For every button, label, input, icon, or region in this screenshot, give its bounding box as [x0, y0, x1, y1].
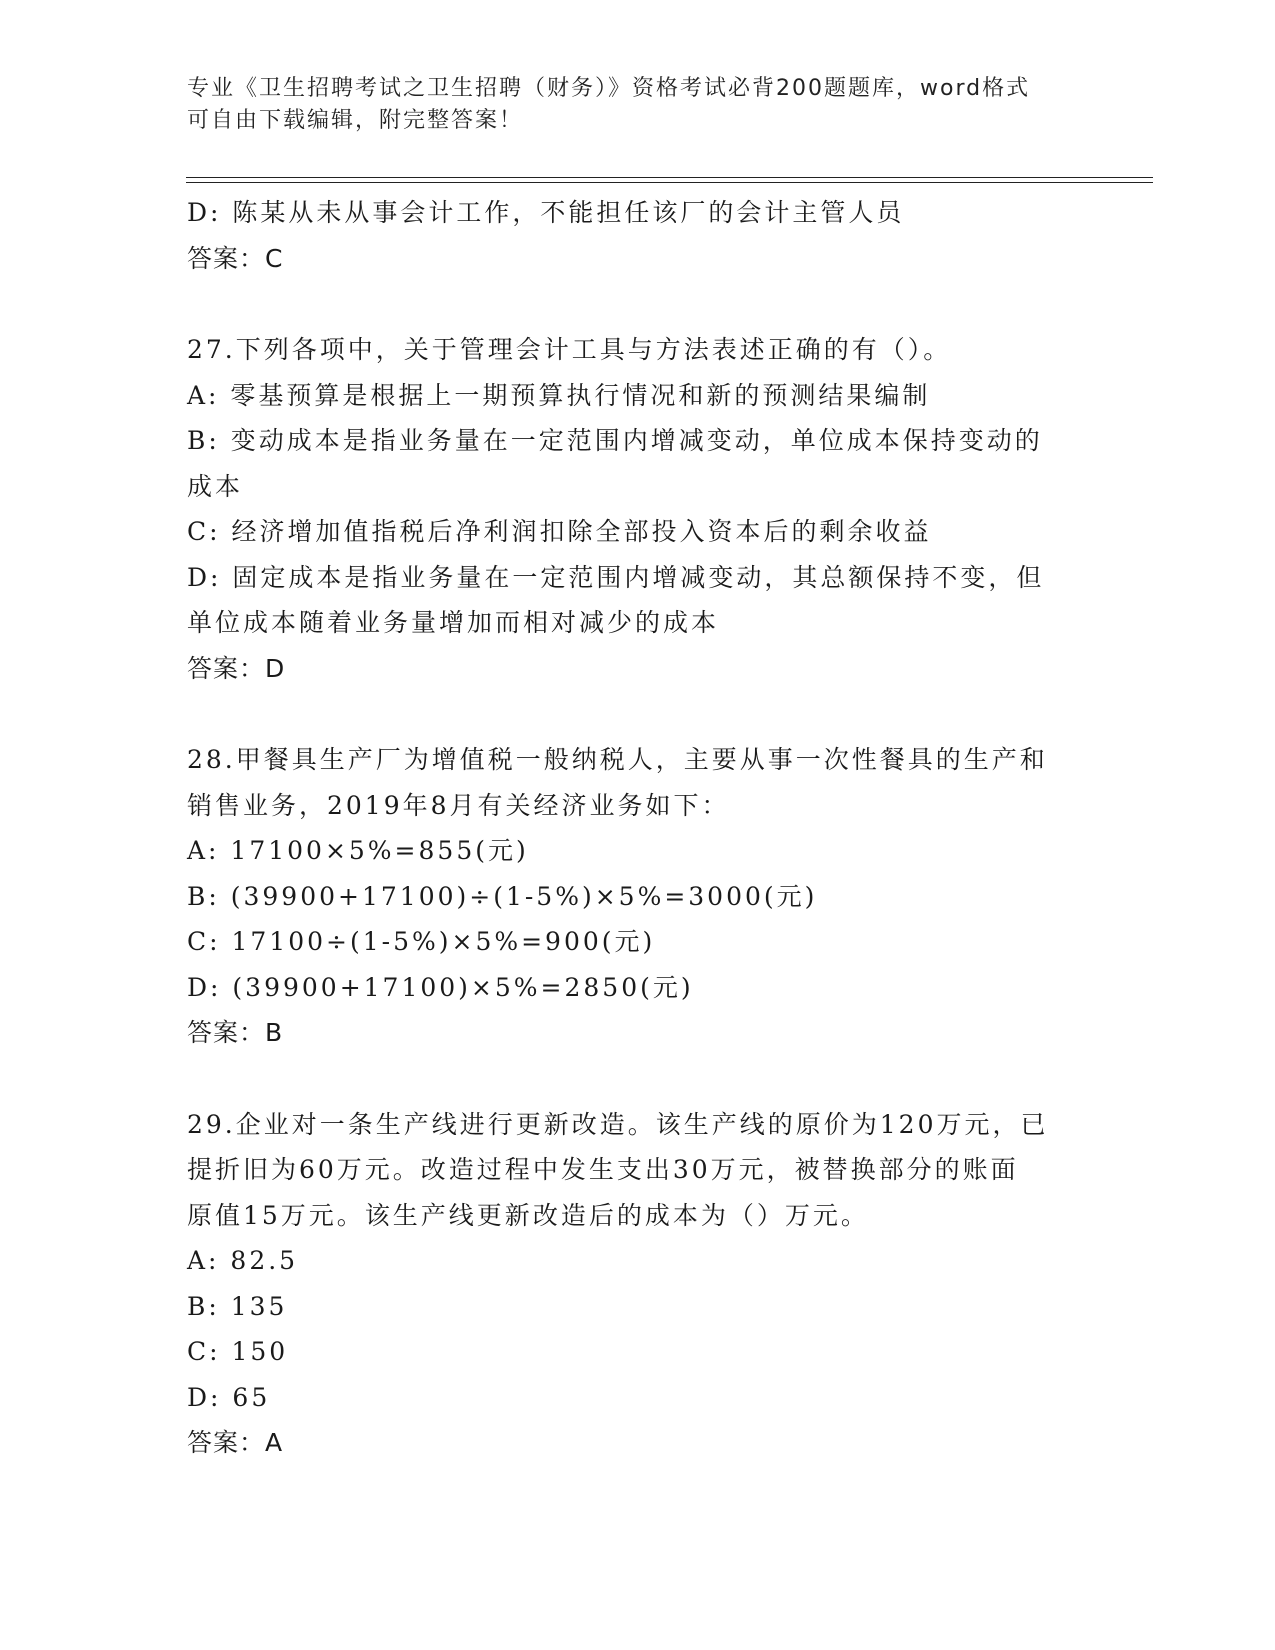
- option-b-line-1: B: 变动成本是指业务量在一定范围内增减变动，单位成本保持变动的: [187, 426, 1043, 455]
- question-26-tail: [187, 190, 1077, 281]
- question-text-line-1: 28.甲餐具生产厂为增值税一般纳税人，主要从事一次性餐具的生产和: [187, 745, 1048, 774]
- answer: 答案：A: [187, 1428, 284, 1457]
- question-text: 27.下列各项中，关于管理会计工具与方法表述正确的有（）。: [187, 335, 952, 364]
- document-body: [187, 190, 1077, 1466]
- question-28: [187, 737, 1077, 1056]
- question-text-line-3: 原值15万元。该生产线更新改造后的成本为（）万元。: [187, 1200, 869, 1230]
- option-c: C: 经济增加值指税后净利润扣除全部投入资本后的剩余收益: [187, 517, 932, 546]
- option-d-line-2: 单位成本随着业务量增加而相对减少的成本: [187, 608, 720, 637]
- option-d: D: 65: [187, 1382, 271, 1412]
- header-title-line-2: 可自由下载编辑，附完整答案！: [187, 108, 524, 133]
- option-b: B: 135: [187, 1291, 288, 1321]
- answer: 答案：C: [187, 243, 284, 273]
- header-title-line-1: 专业《卫生招聘考试之卫生招聘（财务）》资格考试必背200题题库，word格式: [187, 76, 1031, 101]
- spacer: [187, 1056, 1077, 1102]
- question-text-line-2: 销售业务，2019年8月有关经济业务如下：: [187, 790, 730, 820]
- option-a: A: 82.5: [187, 1246, 299, 1275]
- spacer: [187, 691, 1077, 737]
- question-29: [187, 1102, 1077, 1466]
- option-b-line-2: 成本: [187, 471, 244, 501]
- option-d-line-1: D: 固定成本是指业务量在一定范围内增减变动，其总额保持不变，但: [187, 562, 1045, 592]
- option-c: C: 150: [187, 1337, 289, 1366]
- answer: 答案：B: [187, 1018, 284, 1047]
- spacer: [187, 281, 1077, 327]
- question-text-line-2: 提折旧为60万元。改造过程中发生支出30万元，被替换部分的账面: [187, 1155, 1019, 1184]
- option-d: D: (39900+17100)×5%=2850(元): [187, 972, 694, 1002]
- option-a: A: 17100×5%=855(元): [187, 836, 529, 865]
- option-c: C: 17100÷(1-5%)×5%=900(元): [187, 927, 656, 956]
- option-a: A: 零基预算是根据上一期预算执行情况和新的预测结果编制: [187, 380, 931, 410]
- option-d: D: 陈某从未从事会计工作，不能担任该厂的会计主管人员: [187, 198, 905, 227]
- header-divider: [186, 177, 1153, 183]
- document-header: [187, 73, 1067, 137]
- question-27: [187, 327, 1077, 691]
- answer: 答案：D: [187, 653, 286, 683]
- option-b: B: (39900+17100)÷(1-5%)×5%=3000(元): [187, 881, 818, 911]
- question-text-line-1: 29.企业对一条生产线进行更新改造。该生产线的原价为120万元，已: [187, 1109, 1049, 1139]
